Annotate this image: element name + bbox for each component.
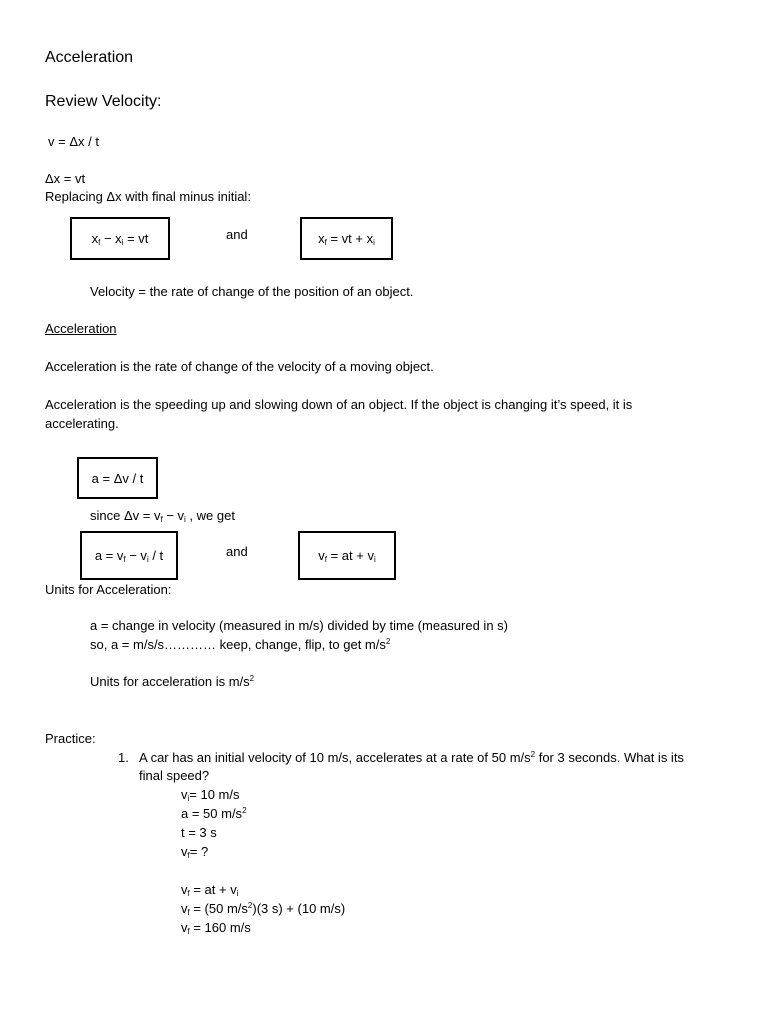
- units-line1: a = change in velocity (measured in m/s) divided by time (measured in s): [90, 618, 508, 633]
- solution-step2: $v_f = (50$ $m/s^2)(3$ s) + (10 m/s): [181, 901, 346, 917]
- equation-box-acceleration: a = Δv / t: [77, 457, 158, 499]
- box-equation-text: $v_f$ = at + $v_i$: [318, 548, 376, 564]
- units-heading: Units for Acceleration:: [45, 582, 172, 597]
- review-heading: Review Velocity:: [45, 93, 162, 110]
- since-text: since $\Delta v = v_f - v_i$ , we get: [90, 508, 235, 524]
- solution-step1: $v_f$ = at + $v_i$: [181, 882, 239, 898]
- acceleration-description-line1: Acceleration is the speeding up and slowing down of an object. If the object is changing it’s speed, it is: [45, 397, 633, 412]
- box-equation-text: $x_f$ = vt + $x_i$: [318, 231, 375, 247]
- page-title: Acceleration: [45, 49, 134, 66]
- acceleration-heading: Acceleration: [45, 321, 117, 336]
- given-initial-velocity: $v_i= 10$ m/s: [181, 787, 240, 803]
- and-label: and: [226, 227, 248, 242]
- box-equation-text: $a = v_f - v_i / t$: [94, 548, 164, 564]
- equation-box-displacement: [70, 217, 170, 260]
- units-line2: so, a = m/s/s………… keep, change, flip, to get $m/s^2$: [90, 637, 391, 652]
- practice-heading: Practice:: [45, 731, 96, 746]
- box-equation-text: $x_f - x_i$ = vt: [91, 231, 149, 247]
- equation-box-final-velocity: [298, 531, 396, 580]
- acceleration-definition: Acceleration is the rate of change of the velocity of a moving object.: [45, 359, 434, 374]
- replacing-text: Replacing Δx with final minus initial:: [45, 189, 251, 204]
- equation-box-acceleration-expanded: [80, 531, 178, 580]
- question-number: 1.: [118, 750, 129, 765]
- solution-step3: $v_f = 160$ m/s: [181, 920, 251, 936]
- equation-displacement: Δx = vt: [45, 171, 86, 186]
- units-line3: Units for acceleration is $m/s^2$: [90, 674, 255, 689]
- given-acceleration: a = 50 $m/s^2$: [181, 806, 247, 821]
- and-label: and: [226, 544, 248, 559]
- question-line2: final speed?: [139, 768, 210, 783]
- acceleration-description-line2: accelerating.: [45, 416, 119, 431]
- given-final-velocity: $v_f=$ ?: [181, 844, 209, 860]
- velocity-definition: Velocity = the rate of change of the position of an object.: [90, 284, 414, 299]
- given-time: t = 3 s: [181, 825, 217, 840]
- equation-velocity: v = Δx / t: [48, 134, 99, 149]
- question-line1: A car has an initial velocity of 10 m/s, accelerates at a rate of 50 $m/s^2$ for 3 seconds. What is its: [139, 750, 684, 765]
- equation-box-final-position: [300, 217, 393, 260]
